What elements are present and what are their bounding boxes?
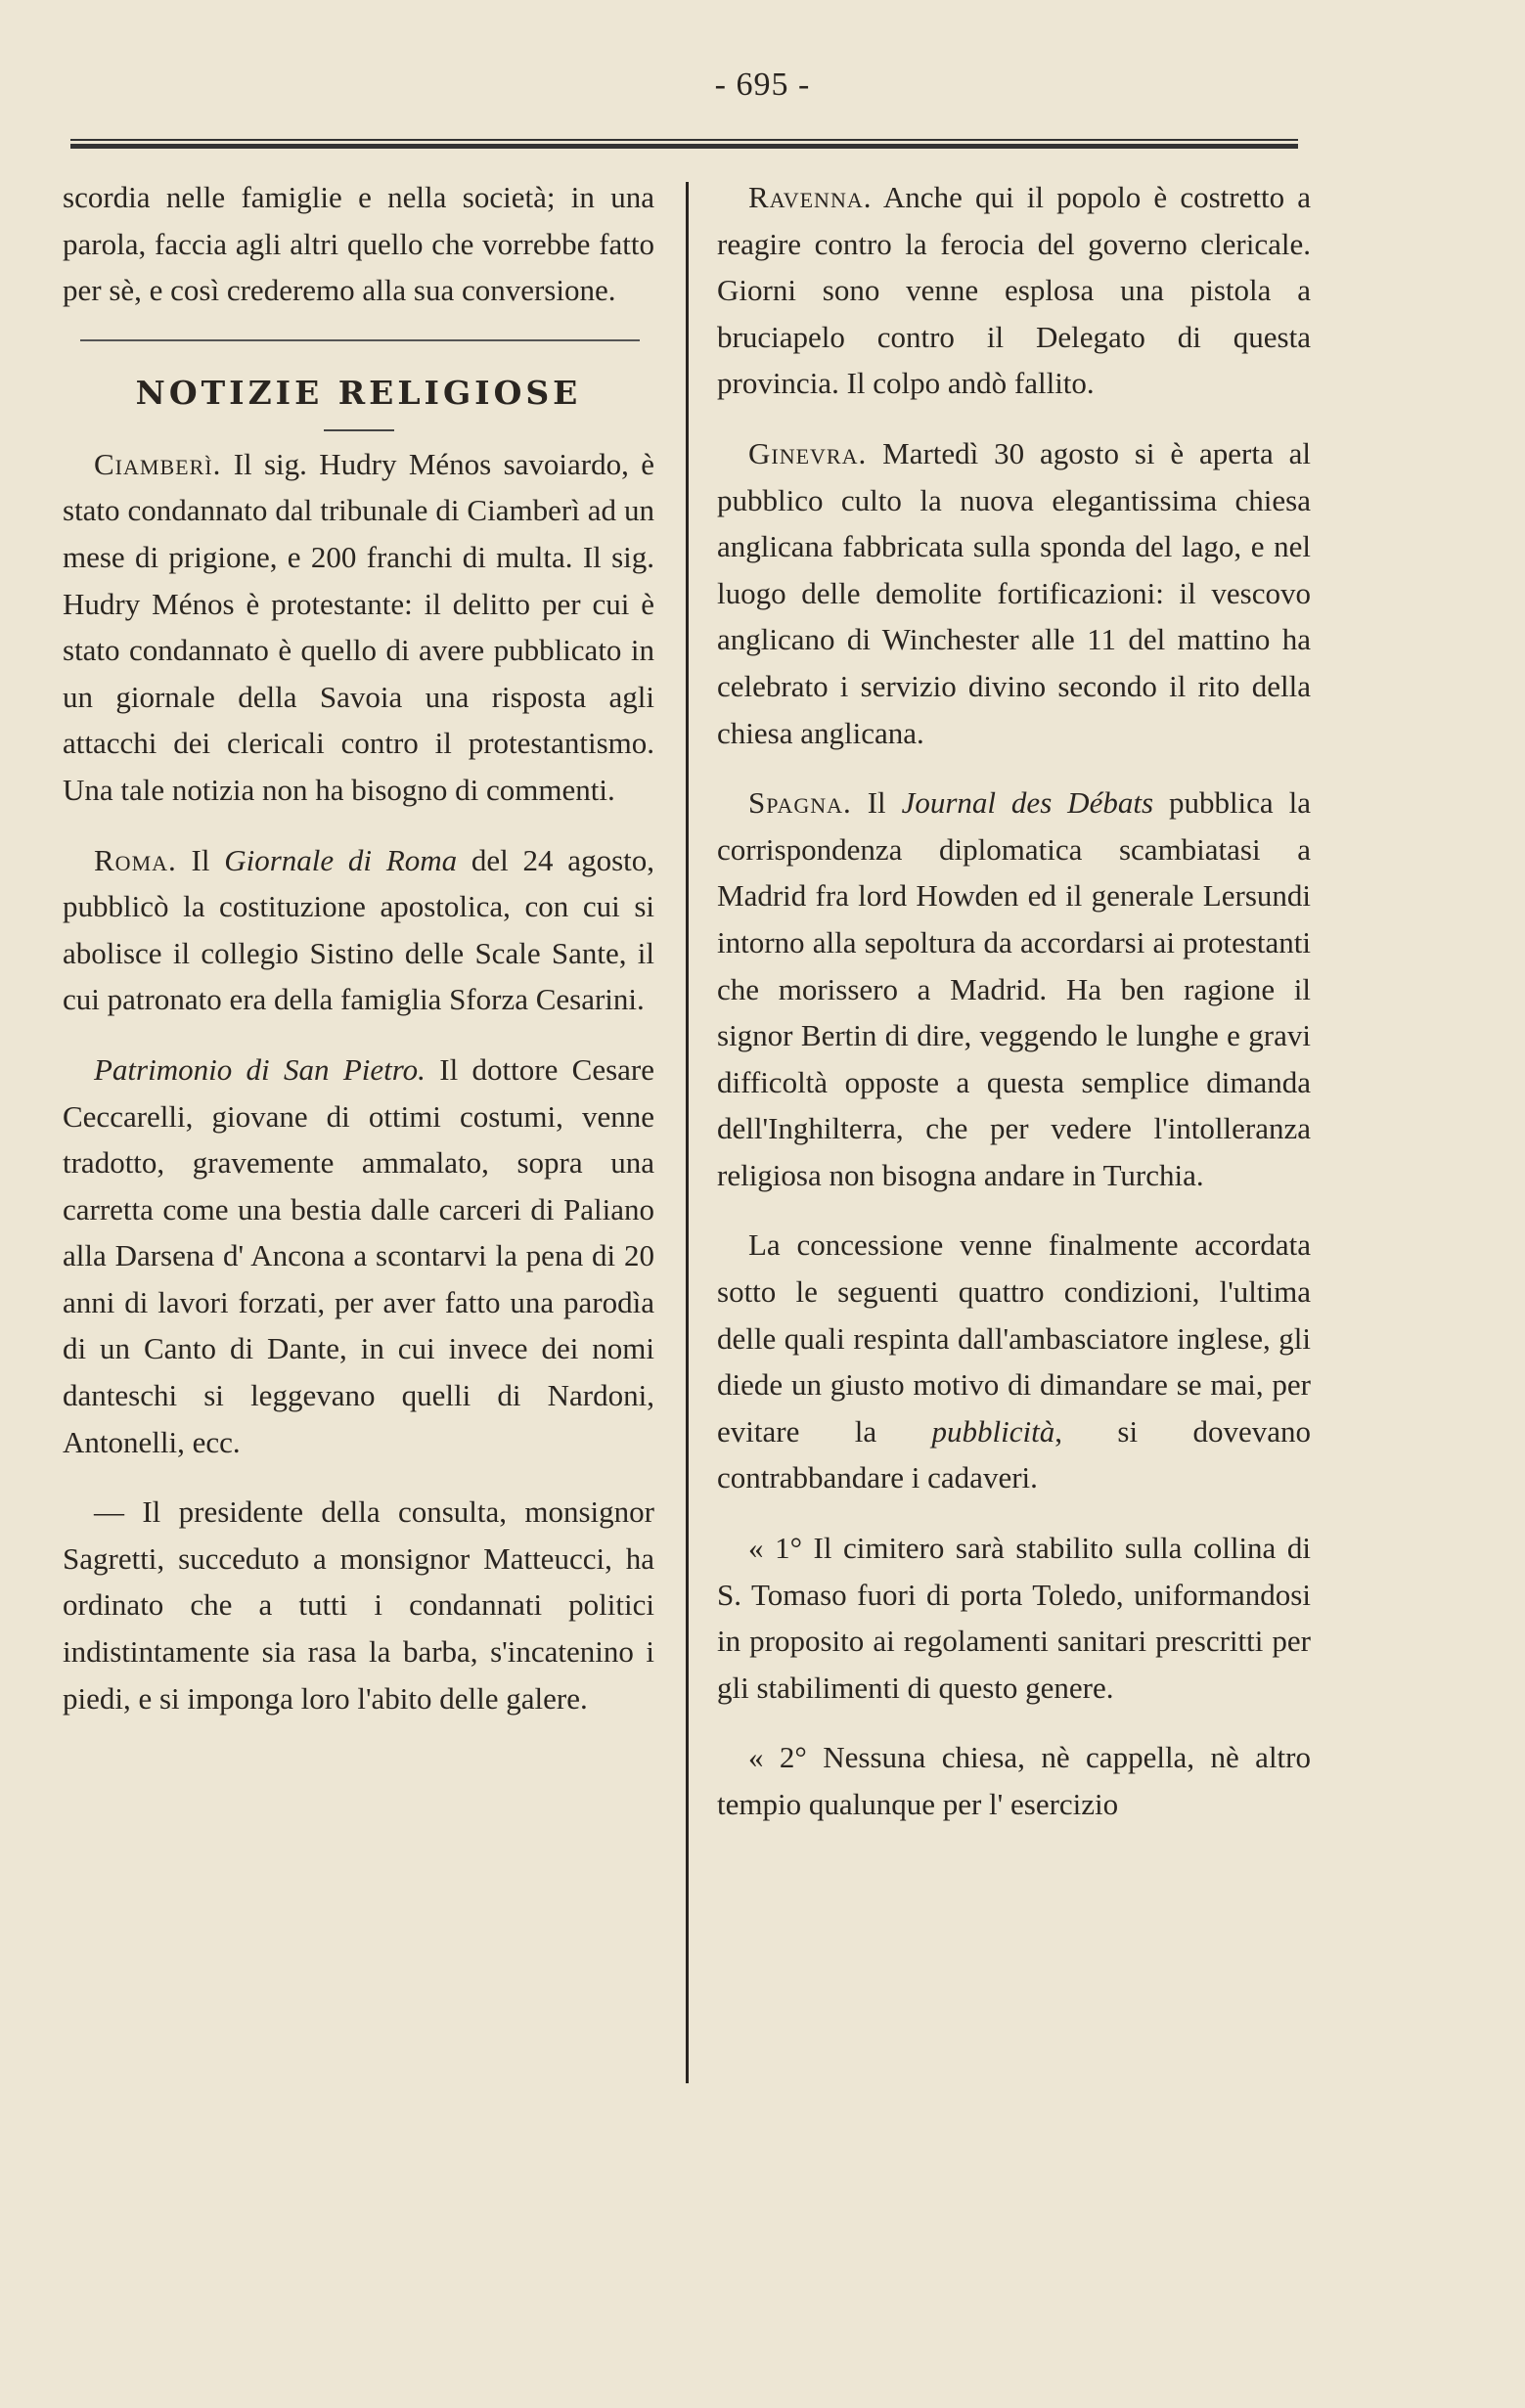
- roma-pre: Il: [176, 842, 225, 877]
- patrimonio-text: Il dottore Cesare Ceccarelli, giovane di ottimi costumi, venne tradotto, gravemente ammalato, sopra una carretta come una bestia dalle carceri di Paliano alla Darsena d' Ancona a scontarvi la pena di 20 anni di lavori forzati, per aver fatto una parodìa di un Canto di Dante, in cui invece dei nomi danteschi si leggevano quelli di Nardoni, Antonelli, ecc.: [63, 1051, 654, 1459]
- title-underline: [324, 429, 394, 431]
- roma-paragraph: [63, 837, 654, 1023]
- header-rule: [70, 139, 1298, 149]
- ginevra-text: Martedì 30 agosto si è aperta al pubblico culto la nuova elegantissima chiesa anglicana fabbricata sulla sponda del lago, e nel luogo delle demolite fortificazioni: il vescovo anglicano di Winchester alle 11 del mattino ha celebrato i servizio divino secondo il rito della chiesa anglicana.: [717, 435, 1311, 750]
- roma-text: del 24 agosto, pubblicò la costituzione apostolica, con cui si abolisce il collegio Sistino delle Scale Sante, il cui patronato era della famiglia Sforza Cesarini.: [63, 842, 654, 1017]
- ciamberi-paragraph: [63, 441, 654, 814]
- condition-1-paragraph: « 1° Il cimitero sarà stabilito sulla collina di S. Tomaso fuori di porta Toledo, uniformandosi in proposito ai regolamenti sanitari prescritti per gli stabilimenti di questo genere.: [717, 1531, 1311, 1705]
- spagna-paragraph: [717, 780, 1311, 1198]
- column-divider: [686, 182, 689, 2083]
- concessione-text: , si dovevano contrabbandare i cadaveri.: [717, 1413, 1311, 1495]
- intro-paragraph: scordia nelle famiglie e nella società; in una parola, faccia agli altri quello che vorrebbe fatto per sè, e così crederemo alla sua conversione.: [63, 180, 654, 308]
- roma-lead: Roma.: [94, 842, 177, 877]
- roma-italic: Giornale di Roma: [224, 842, 458, 877]
- patrimonio-paragraph: [63, 1047, 654, 1465]
- spagna-italic: Journal des Débats: [901, 785, 1154, 821]
- patrimonio-italic: Patrimonio di San Pietro.: [94, 1051, 426, 1087]
- spagna-pre: Il: [851, 785, 902, 821]
- section-separator: [80, 339, 640, 341]
- right-column: [717, 174, 1311, 1828]
- concessione-italic: pubblicità: [931, 1413, 1055, 1449]
- concessione-paragraph: [717, 1222, 1311, 1501]
- left-column: [63, 174, 654, 1721]
- spagna-lead: Spagna.: [748, 785, 852, 821]
- page-number: - 695 -: [714, 67, 811, 103]
- ginevra-paragraph: [717, 430, 1311, 756]
- concessione-pre: La concessione venne finalmente accordata sotto le seguenti quattro condizioni, l'ultima delle quali respinta dall'ambasciatore inglese, gli diede un giusto motivo di dimandare se mai, per evitare la: [717, 1227, 1311, 1449]
- presidente-paragraph: — Il presidente della consulta, monsignor Sagretti, succeduto a monsignor Matteucci, ha ordinato che a tutti i condannati politici indistintamente sia rasa la barba, s'incatenino i piedi, e si imponga loro l'abito delle galere.: [63, 1494, 654, 1716]
- ciamberi-text: Il sig. Hudry Ménos savoiardo, è stato condannato dal tribunale di Ciamberì ad un mese di prigione, e 200 franchi di multa. Il sig. Hudry Ménos è protestante: il delitto per cui è stato condannato è quello di avere pubblicato in un giornale della Savoia una risposta agli attacchi dei clericali contro il protestantismo. Una tale notizia non ha bisogno di commenti.: [63, 446, 654, 807]
- ginevra-lead: Ginevra.: [748, 435, 868, 470]
- section-title: NOTIZIE RELIGIOSE: [135, 373, 582, 412]
- ravenna-paragraph: [717, 174, 1311, 407]
- ciamberi-lead: Ciamberì.: [94, 446, 222, 481]
- ravenna-text: Anche qui il popolo è costretto a reagire contro la ferocia del governo clericale. Giorni sono venne esplosa una pistola a bruciapelo contro il Delegato di questa provincia. Il colpo andò fallito.: [717, 180, 1311, 401]
- spagna-text: pubblica la corrispondenza diplomatica scambiatasi a Madrid fra lord Howden ed il generale Lersundi intorno alla sepoltura da accordarsi ai protestanti che morissero a Madrid. Ha ben ragione il signor Bertin di dire, veggendo le lunghe e gravi difficoltà opposte a questa semplice dimanda dell'Inghilterra, che per vedere l'intolleranza religiosa non bisogna andare in Turchia.: [717, 785, 1311, 1192]
- condition-2-paragraph: « 2° Nessuna chiesa, nè cappella, nè altro tempio qualunque per l' esercizio: [717, 1740, 1311, 1821]
- ravenna-lead: Ravenna.: [748, 180, 873, 214]
